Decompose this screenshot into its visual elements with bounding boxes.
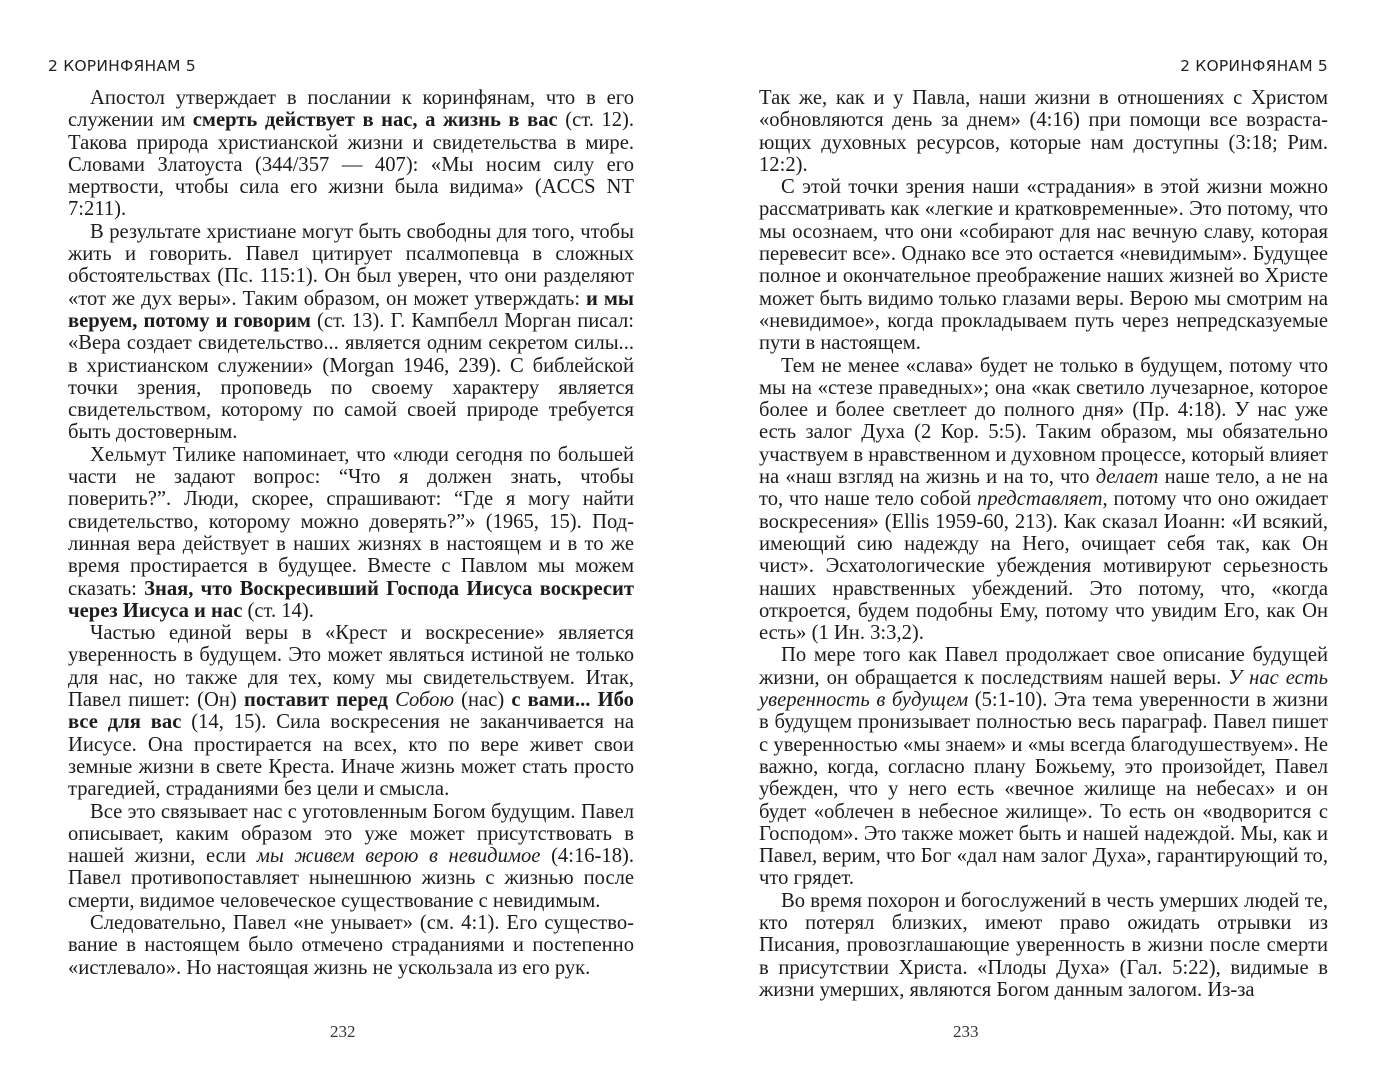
bold-scripture-quote: с вами... Ибо все для вас [68, 689, 634, 734]
text-run: Хельмут Тилике напоминает, что «люди сегодня по большей части не задают вопрос: “Что я должен знать, чтобы поверить?”. Люди, скорее, спрашивают: “Где я могу найти свидетельство, которому можно доверять?”» (1965, 15). Подлинная вера действует в наших жизнях в настоящем и в то же время простирается в будущее. Вместе с Павлом мы можем сказать: [68, 443, 634, 600]
text-run: Апостол утверждает в послании к коринфянам, что в его служении им [68, 87, 634, 132]
bold-scripture-quote: и мы веруем, потому и говорим [68, 287, 634, 332]
paragraph [68, 912, 634, 979]
text-run: Все это связывает нас с уготовленным Богом будущим. Павел описывает, каким образом это уже может присутствовать в нашей жизни, если [68, 800, 634, 868]
italic-emphasis: делает [1095, 466, 1159, 489]
text-run: В результате христиане могут быть свободны для того, чтобы жить и говорить. Павел цитирует псалмопевца в сложных обстоятельствах (Пс. 115:1). Он был уверен, что они разделяют «тот же дух веры». Таким образом, он может утверждать: [68, 220, 634, 310]
italic-emphasis: представляет [977, 488, 1103, 511]
right-page [692, 0, 1385, 1080]
body-text [759, 87, 1328, 1001]
paragraph [68, 221, 634, 444]
page-number: 233 [953, 1022, 979, 1041]
text-run: (4:16-18). Павел противопоставляет нынешнюю жизнь с жизнью после смерти, видимое человеческое существование с невидимым. [68, 845, 634, 912]
paragraph [759, 355, 1328, 645]
text-run: (ст. 12). Такова природа христианской жизни и свидетельства в мире. Словами Златоуста (344/357 — 407): «Мы носим силу его мертвости, чтобы сила его жизни была видима» (ACCS NT 7:211). [68, 109, 635, 221]
text-run: С этой точки зрения наши «страдания» в этой жизни можно рассматривать как «легкие и кратковременные». Это потому, что мы осознаем, что они «собирают для нас вечную славу, которая перевесит все». Однако все это остается «невидимым». Будущее полное и окончательное преображение наших жизней во Христе может быть видимо только глазами веры. Верою мы смотрим на «невидимое», когда прокладываем путь через непредсказуемые пути в настоящем. [759, 176, 1328, 355]
bold-scripture-quote: Зная, что Воскресивший Господа Иисуса воскресит через Иисуса и нас [68, 577, 634, 622]
text-run: (нас) [453, 689, 512, 712]
text-run: (ст. 13). Г. Кампбелл Морган писал: «Вера создает свидетельство... является одним секретом силы... в христианском служении» (Morgan 1946, 239). С библейской точки зрения, проповедь по своему характеру является свидетельством, которому по самой своей природе требуется быть достоверным. [68, 309, 634, 444]
paragraph [68, 801, 634, 912]
paragraph [759, 176, 1328, 354]
paragraph [759, 644, 1328, 889]
paragraph [68, 622, 634, 800]
paragraph [68, 444, 634, 622]
text-run: Тем не менее «слава» будет не только в будущем, потому что мы на «стезе праведных»; она «как светило лучезарное, которое более и более светлеет до полного дня» (Пр. 4:18). У нас уже есть залог Духа (2 Кор. 5:5). Таким образом, мы обязательно участвуем в нравственном и духовном процессе, который влияет на «наш взгляд на жизнь и на то, что [759, 354, 1328, 489]
text-run: , потому что оно ожидает воскресения» (Ellis 1959-60, 213). Как сказал Иоанн: «И всякий, имеющий сию надежду на Него, очищает себя так, как Он чист». Эсхатологические убеждения мотивируют серьезность наших нравственных убеждений. Это потому, что, «когда откроется, будем подобны Ему, потому что увидим Его, как Он есть» (1 Ин. 3:3,2). [759, 488, 1328, 645]
italic-emphasis: У нас есть уверенность в будущем [759, 666, 1328, 712]
italic-emphasis: мы живем верою в невидимое [256, 845, 541, 868]
bold-scripture-quote: смерть действует в нас, а жизнь в вас [192, 109, 558, 132]
page-number: 232 [330, 1022, 356, 1041]
text-run: Во время похорон и богослужений в честь умерших людей те, кто потерял близких, имеют право ожидать отрывки из Писания, провозглашающие уверенность в жизни после смерти в присутствии Христа. «Плоды Духа» (Гал. 5:22), видимые в жизни умерших, являются Богом данным залогом. Из-за [759, 889, 1328, 1001]
paragraph [68, 87, 634, 221]
italic-emphasis: Собою [395, 689, 454, 712]
running-head: 2 КОРИНФЯНАМ 5 [1180, 57, 1328, 75]
running-head: 2 КОРИНФЯНАМ 5 [48, 57, 196, 75]
bold-scripture-quote: поставит перед [243, 689, 396, 712]
paragraph [759, 890, 1328, 1001]
text-run: По мере того как Павел продолжает свое описание будущей жизни, он обращается к последствиям нашей веры. [759, 644, 1328, 689]
text-run: (ст. 14). [242, 599, 314, 622]
left-page [0, 0, 692, 1080]
body-text [68, 87, 634, 979]
paragraph [759, 87, 1328, 176]
text-run: Следовательно, Павел «не унывает» (см. 4:1). Его существование в настоящем было отмечено страданиями и постепенно «истлевало». Но настоящая жизнь не ускользала из его рук. [68, 911, 634, 979]
text-run: Так же, как и у Павла, наши жизни в отношениях с Христом «обновляются день за днем» (4:16) при помощи все возрастающих духовных ресурсов, которые нам доступны (3:18; Рим. 12:2). [759, 87, 1328, 176]
text-run: (14, 15). Сила воскресения не заканчивается на Иисусе. Она простирается на всех, кто по вере живет свои земные жизни в свете Креста. Иначе жизнь может стать просто трагедией, страданиями без цели и смысла. [68, 711, 634, 801]
text-run: Частью единой веры в «Крест и воскресение» является уверенность в будущем. Это может являться истиной не только для нас, но также для тех, кому мы свидетельствуем. Итак, Павел пишет: (Он) [68, 622, 634, 712]
text-run: (5:1-10). Эта тема уверенности в жизни в будущем пронизывает полностью весь параграф. Павел пишет с уверенностью «мы знаем» и «мы всегда благодушествуем». Не важно, когда, согласно плану Божьему, это произойдет, Павел убежден, что у него есть «вечное жилище на небесах» и он будет «облечен в небесное жилище». То есть он «водворится с Господом». Это также может быть и нашей надеждой. Мы, как и Павел, верим, что Бог «дал нам залог Духа», гарантирующий то, что грядет. [759, 689, 1328, 890]
text-run: наше тело, а не на то, что наше тело собой [759, 466, 1328, 511]
